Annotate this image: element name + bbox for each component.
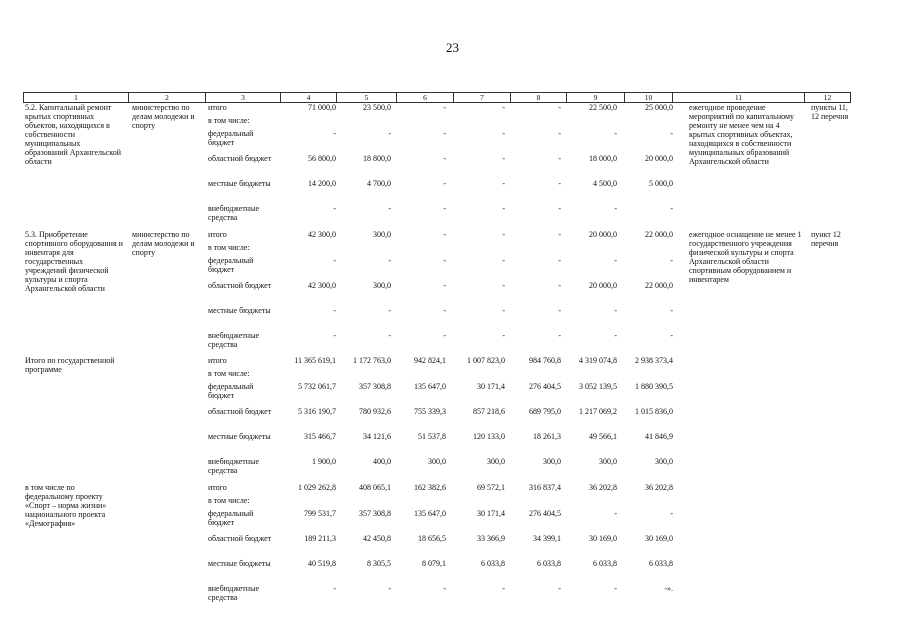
amount-cell: - <box>502 306 505 315</box>
amount-cell: 51 537,8 <box>418 432 446 441</box>
amount-cell: - <box>333 129 336 138</box>
amount-cell: 135 647,0 <box>414 509 446 518</box>
table-row <box>0 457 905 481</box>
amount-cell: - <box>443 154 446 163</box>
header-cell: 5 <box>337 93 397 102</box>
amount-cell: - <box>502 204 505 213</box>
amount-cell: - <box>333 331 336 340</box>
funding-source: в том числе: <box>208 116 250 125</box>
amount-cell: - <box>614 204 617 213</box>
funding-source: внебюджетные средства <box>208 584 259 602</box>
amount-cell: - <box>558 129 561 138</box>
amount-cell: 1 217 069,2 <box>579 407 617 416</box>
funding-source: внебюджетные средства <box>208 204 259 222</box>
reference: пункты 11, 12 перечня <box>811 103 849 121</box>
amount-cell: 3 052 139,5 <box>579 382 617 391</box>
measure-name: Итого по государственной программе <box>25 356 115 374</box>
amount-cell: 22 500,0 <box>589 103 617 112</box>
amount-cell: 42 300,0 <box>308 230 336 239</box>
funding-source: местные бюджеты <box>208 432 271 441</box>
amount-cell: 276 404,5 <box>529 509 561 518</box>
amount-cell: 4 500,0 <box>593 179 617 188</box>
funding-source: местные бюджеты <box>208 306 271 315</box>
amount-cell: 42 450,8 <box>363 534 391 543</box>
reference: пункт 12 перечня <box>811 230 841 248</box>
amount-cell: - <box>558 204 561 213</box>
table-row <box>0 331 905 355</box>
amount-cell: 1 007 823,0 <box>467 356 505 365</box>
amount-cell: 400,0 <box>373 457 391 466</box>
funding-source: в том числе: <box>208 369 250 378</box>
amount-cell: - <box>443 584 446 593</box>
amount-cell: - <box>443 331 446 340</box>
amount-cell: 135 647,0 <box>414 382 446 391</box>
table-row <box>0 129 905 153</box>
amount-cell: 300,0 <box>373 230 391 239</box>
amount-cell: 300,0 <box>655 457 673 466</box>
table-row <box>0 179 905 203</box>
table-row <box>0 281 905 305</box>
amount-cell: - <box>443 306 446 315</box>
amount-cell: - <box>333 256 336 265</box>
header-cell: 4 <box>281 93 337 102</box>
amount-cell: 18 656,5 <box>418 534 446 543</box>
amount-cell: 71 000,0 <box>308 103 336 112</box>
amount-cell: 5 316 190,7 <box>298 407 336 416</box>
amount-cell: 30 171,4 <box>477 382 505 391</box>
amount-cell: - <box>502 129 505 138</box>
amount-cell: - <box>614 129 617 138</box>
table-row <box>0 306 905 330</box>
amount-cell: 162 382,6 <box>414 483 446 492</box>
funding-source: областной бюджет <box>208 534 272 543</box>
funding-source: областной бюджет <box>208 407 272 416</box>
amount-cell: 1 900,0 <box>312 457 336 466</box>
amount-cell: 120 133,0 <box>473 432 505 441</box>
amount-cell: - <box>443 103 446 112</box>
amount-cell: 984 760,8 <box>529 356 561 365</box>
amount-cell: - <box>670 331 673 340</box>
table-row <box>0 256 905 280</box>
header-cell: 3 <box>206 93 281 102</box>
amount-cell: 689 795,0 <box>529 407 561 416</box>
funding-source: в том числе: <box>208 496 250 505</box>
amount-cell: 4 319 074,8 <box>579 356 617 365</box>
funding-source: областной бюджет <box>208 281 272 290</box>
amount-cell: - <box>558 331 561 340</box>
amount-cell: 300,0 <box>487 457 505 466</box>
amount-cell: - <box>502 230 505 239</box>
table-row <box>0 432 905 456</box>
amount-cell: - <box>614 331 617 340</box>
amount-cell: 6 033,8 <box>593 559 617 568</box>
amount-cell: - <box>558 584 561 593</box>
funding-source: итого <box>208 356 227 365</box>
funding-source: итого <box>208 103 227 112</box>
amount-cell: - <box>670 256 673 265</box>
amount-cell: - <box>558 281 561 290</box>
amount-cell: - <box>502 256 505 265</box>
header-cell: 9 <box>567 93 625 102</box>
amount-cell: 780 932,6 <box>359 407 391 416</box>
amount-cell: 33 366,9 <box>477 534 505 543</box>
amount-cell: - <box>502 331 505 340</box>
amount-cell: 799 531,7 <box>304 509 336 518</box>
funding-source: местные бюджеты <box>208 179 271 188</box>
amount-cell: - <box>443 179 446 188</box>
funding-source: внебюджетные средства <box>208 331 259 349</box>
table-row <box>0 382 905 406</box>
expected-result: ежегодное проведение мероприятий по капитальному ремонту не менее чем на 4 крытых спортивных объектах, находящихся в собственности муниципальных образований Архангельской области <box>689 103 795 166</box>
amount-cell: - <box>558 103 561 112</box>
amount-cell: 34 121,6 <box>363 432 391 441</box>
table-header <box>23 92 851 103</box>
measure-name: 5.3. Приобретение спортивного оборудования и инвентаря для государственных учреждений физической культуры и спорта Архангельской области <box>25 230 123 293</box>
amount-cell: - <box>558 154 561 163</box>
header-cell: 11 <box>673 93 805 102</box>
amount-cell: -». <box>664 584 673 593</box>
amount-cell: 1 172 763,0 <box>353 356 391 365</box>
amount-cell: - <box>558 306 561 315</box>
amount-cell: - <box>388 584 391 593</box>
measure-name: 5.2. Капитальный ремонт крытых спортивных объектов, находящихся в собственности муниципальных образований Архангельской области <box>25 103 121 166</box>
header-cell: 2 <box>129 93 206 102</box>
amount-cell: - <box>388 129 391 138</box>
amount-cell: - <box>558 230 561 239</box>
amount-cell: 6 033,8 <box>537 559 561 568</box>
amount-cell: 36 202,8 <box>589 483 617 492</box>
amount-cell: 357 308,8 <box>359 509 391 518</box>
amount-cell: 1 880 390,5 <box>635 382 673 391</box>
amount-cell: 20 000,0 <box>645 154 673 163</box>
expected-result: ежегодное оснащение не менее 1 государственного учреждения физической культуры и спорта Архангельской области спортивным оборудованием и инвентарем <box>689 230 802 284</box>
table-row <box>0 584 905 608</box>
amount-cell: 300,0 <box>543 457 561 466</box>
amount-cell: - <box>670 129 673 138</box>
amount-cell: 300,0 <box>599 457 617 466</box>
amount-cell: 357 308,8 <box>359 382 391 391</box>
header-cell: 7 <box>454 93 511 102</box>
amount-cell: - <box>614 256 617 265</box>
amount-cell: 30 169,0 <box>589 534 617 543</box>
amount-cell: - <box>388 204 391 213</box>
amount-cell: - <box>670 204 673 213</box>
amount-cell: 30 171,4 <box>477 509 505 518</box>
table-row <box>0 509 905 533</box>
amount-cell: 6 033,8 <box>649 559 673 568</box>
amount-cell: 2 938 373,4 <box>635 356 673 365</box>
funding-source: внебюджетные средства <box>208 457 259 475</box>
funding-source: итого <box>208 483 227 492</box>
amount-cell: - <box>388 331 391 340</box>
amount-cell: 30 169,0 <box>645 534 673 543</box>
table-row <box>0 204 905 228</box>
funding-source: федеральный бюджет <box>208 382 254 400</box>
amount-cell: 56 800,0 <box>308 154 336 163</box>
header-cell: 6 <box>397 93 454 102</box>
funding-source: в том числе: <box>208 243 250 252</box>
amount-cell: 11 365 619,1 <box>294 356 336 365</box>
amount-cell: - <box>502 584 505 593</box>
amount-cell: - <box>443 230 446 239</box>
amount-cell: 18 261,3 <box>533 432 561 441</box>
amount-cell: 4 700,0 <box>367 179 391 188</box>
funding-source: областной бюджет <box>208 154 272 163</box>
amount-cell: 8 079,1 <box>422 559 446 568</box>
amount-cell: 41 846,9 <box>645 432 673 441</box>
amount-cell: 300,0 <box>428 457 446 466</box>
amount-cell: 25 000,0 <box>645 103 673 112</box>
amount-cell: - <box>614 509 617 518</box>
amount-cell: 5 732 061,7 <box>298 382 336 391</box>
amount-cell: - <box>558 179 561 188</box>
amount-cell: 42 300,0 <box>308 281 336 290</box>
amount-cell: 408 065,1 <box>359 483 391 492</box>
header-cell: 12 <box>823 93 832 102</box>
amount-cell: - <box>670 509 673 518</box>
amount-cell: - <box>443 204 446 213</box>
amount-cell: 18 800,0 <box>363 154 391 163</box>
amount-cell: - <box>502 103 505 112</box>
amount-cell: - <box>333 306 336 315</box>
header-cell: 8 <box>511 93 567 102</box>
amount-cell: - <box>443 256 446 265</box>
funding-source: федеральный бюджет <box>208 256 254 274</box>
amount-cell: 20 000,0 <box>589 230 617 239</box>
amount-cell: 300,0 <box>373 281 391 290</box>
amount-cell: 18 000,0 <box>589 154 617 163</box>
amount-cell: - <box>558 256 561 265</box>
amount-cell: - <box>443 281 446 290</box>
executor: министерство по делам молодежи и спорту <box>132 103 195 130</box>
amount-cell: 40 519,8 <box>308 559 336 568</box>
funding-source: итого <box>208 230 227 239</box>
table-row <box>0 559 905 583</box>
funding-source: местные бюджеты <box>208 559 271 568</box>
amount-cell: - <box>670 306 673 315</box>
amount-cell: 14 200,0 <box>308 179 336 188</box>
amount-cell: 49 566,1 <box>589 432 617 441</box>
amount-cell: 22 000,0 <box>645 230 673 239</box>
amount-cell: 276 404,5 <box>529 382 561 391</box>
amount-cell: 22 000,0 <box>645 281 673 290</box>
amount-cell: 942 824,1 <box>414 356 446 365</box>
amount-cell: 755 339,3 <box>414 407 446 416</box>
amount-cell: 1 015 836,0 <box>635 407 673 416</box>
amount-cell: - <box>614 584 617 593</box>
table-row <box>0 407 905 431</box>
amount-cell: - <box>388 306 391 315</box>
amount-cell: - <box>614 306 617 315</box>
amount-cell: 316 837,4 <box>529 483 561 492</box>
amount-cell: 189 211,3 <box>304 534 336 543</box>
amount-cell: 5 000,0 <box>649 179 673 188</box>
amount-cell: - <box>502 179 505 188</box>
amount-cell: 315 466,7 <box>304 432 336 441</box>
table-row <box>0 534 905 558</box>
executor: министерство по делам молодежи и спорту <box>132 230 195 257</box>
amount-cell: 8 305,5 <box>367 559 391 568</box>
amount-cell: - <box>443 129 446 138</box>
measure-name: в том числе по федеральному проекту «Спорт – норма жизни» национального проекта «Демография» <box>25 483 107 528</box>
amount-cell: 20 000,0 <box>589 281 617 290</box>
funding-source: федеральный бюджет <box>208 509 254 527</box>
header-cell: 10 <box>625 93 673 102</box>
amount-cell: 34 399,1 <box>533 534 561 543</box>
amount-cell: - <box>502 154 505 163</box>
funding-source: федеральный бюджет <box>208 129 254 147</box>
header-cell: 1 <box>24 93 129 102</box>
amount-cell: - <box>333 204 336 213</box>
amount-cell: 23 500,0 <box>363 103 391 112</box>
amount-cell: - <box>388 256 391 265</box>
amount-cell: - <box>333 584 336 593</box>
table-row <box>0 154 905 178</box>
amount-cell: 857 218,6 <box>473 407 505 416</box>
amount-cell: 1 029 262,8 <box>298 483 336 492</box>
page-number: 23 <box>446 40 459 55</box>
amount-cell: - <box>502 281 505 290</box>
amount-cell: 69 572,1 <box>477 483 505 492</box>
amount-cell: 36 202,8 <box>645 483 673 492</box>
amount-cell: 6 033,8 <box>481 559 505 568</box>
